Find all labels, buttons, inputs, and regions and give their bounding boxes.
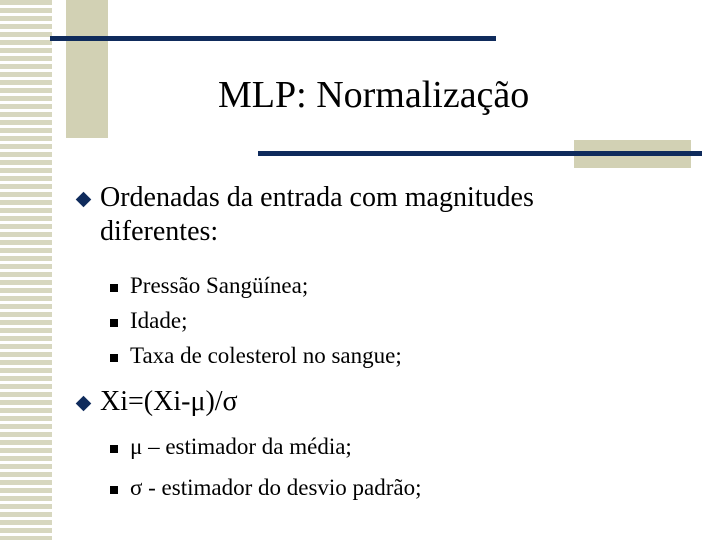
square-bullet-icon [110,486,118,494]
square-bullet-icon [110,445,118,453]
sub-bullet-text: Idade; [130,308,188,333]
bullet-text: Xi=(Xi-μ)/σ [100,386,238,417]
square-bullet-icon [110,284,118,292]
square-bullet-icon [110,354,118,362]
sub-bullet-text: σ - estimador do desvio padrão; [130,475,422,500]
sub-bullet-text: Pressão Sangüínea; [130,273,309,298]
title-rule-bottom [258,151,702,156]
bullet-text: Ordenadas da entrada com magnitudes diferentes: [100,182,534,247]
decorative-stripes [0,0,52,540]
slide-title: MLP: Normalização [218,74,530,116]
diamond-bullet-icon [76,396,92,412]
diamond-bullet-icon [76,192,92,208]
sub-bullet-text: Taxa de colesterol no sangue; [130,343,402,368]
square-bullet-icon [110,319,118,327]
title-rule-top [50,36,496,41]
sub-bullet-text: μ – estimador da média; [130,434,352,459]
decorative-block-top [66,0,108,138]
